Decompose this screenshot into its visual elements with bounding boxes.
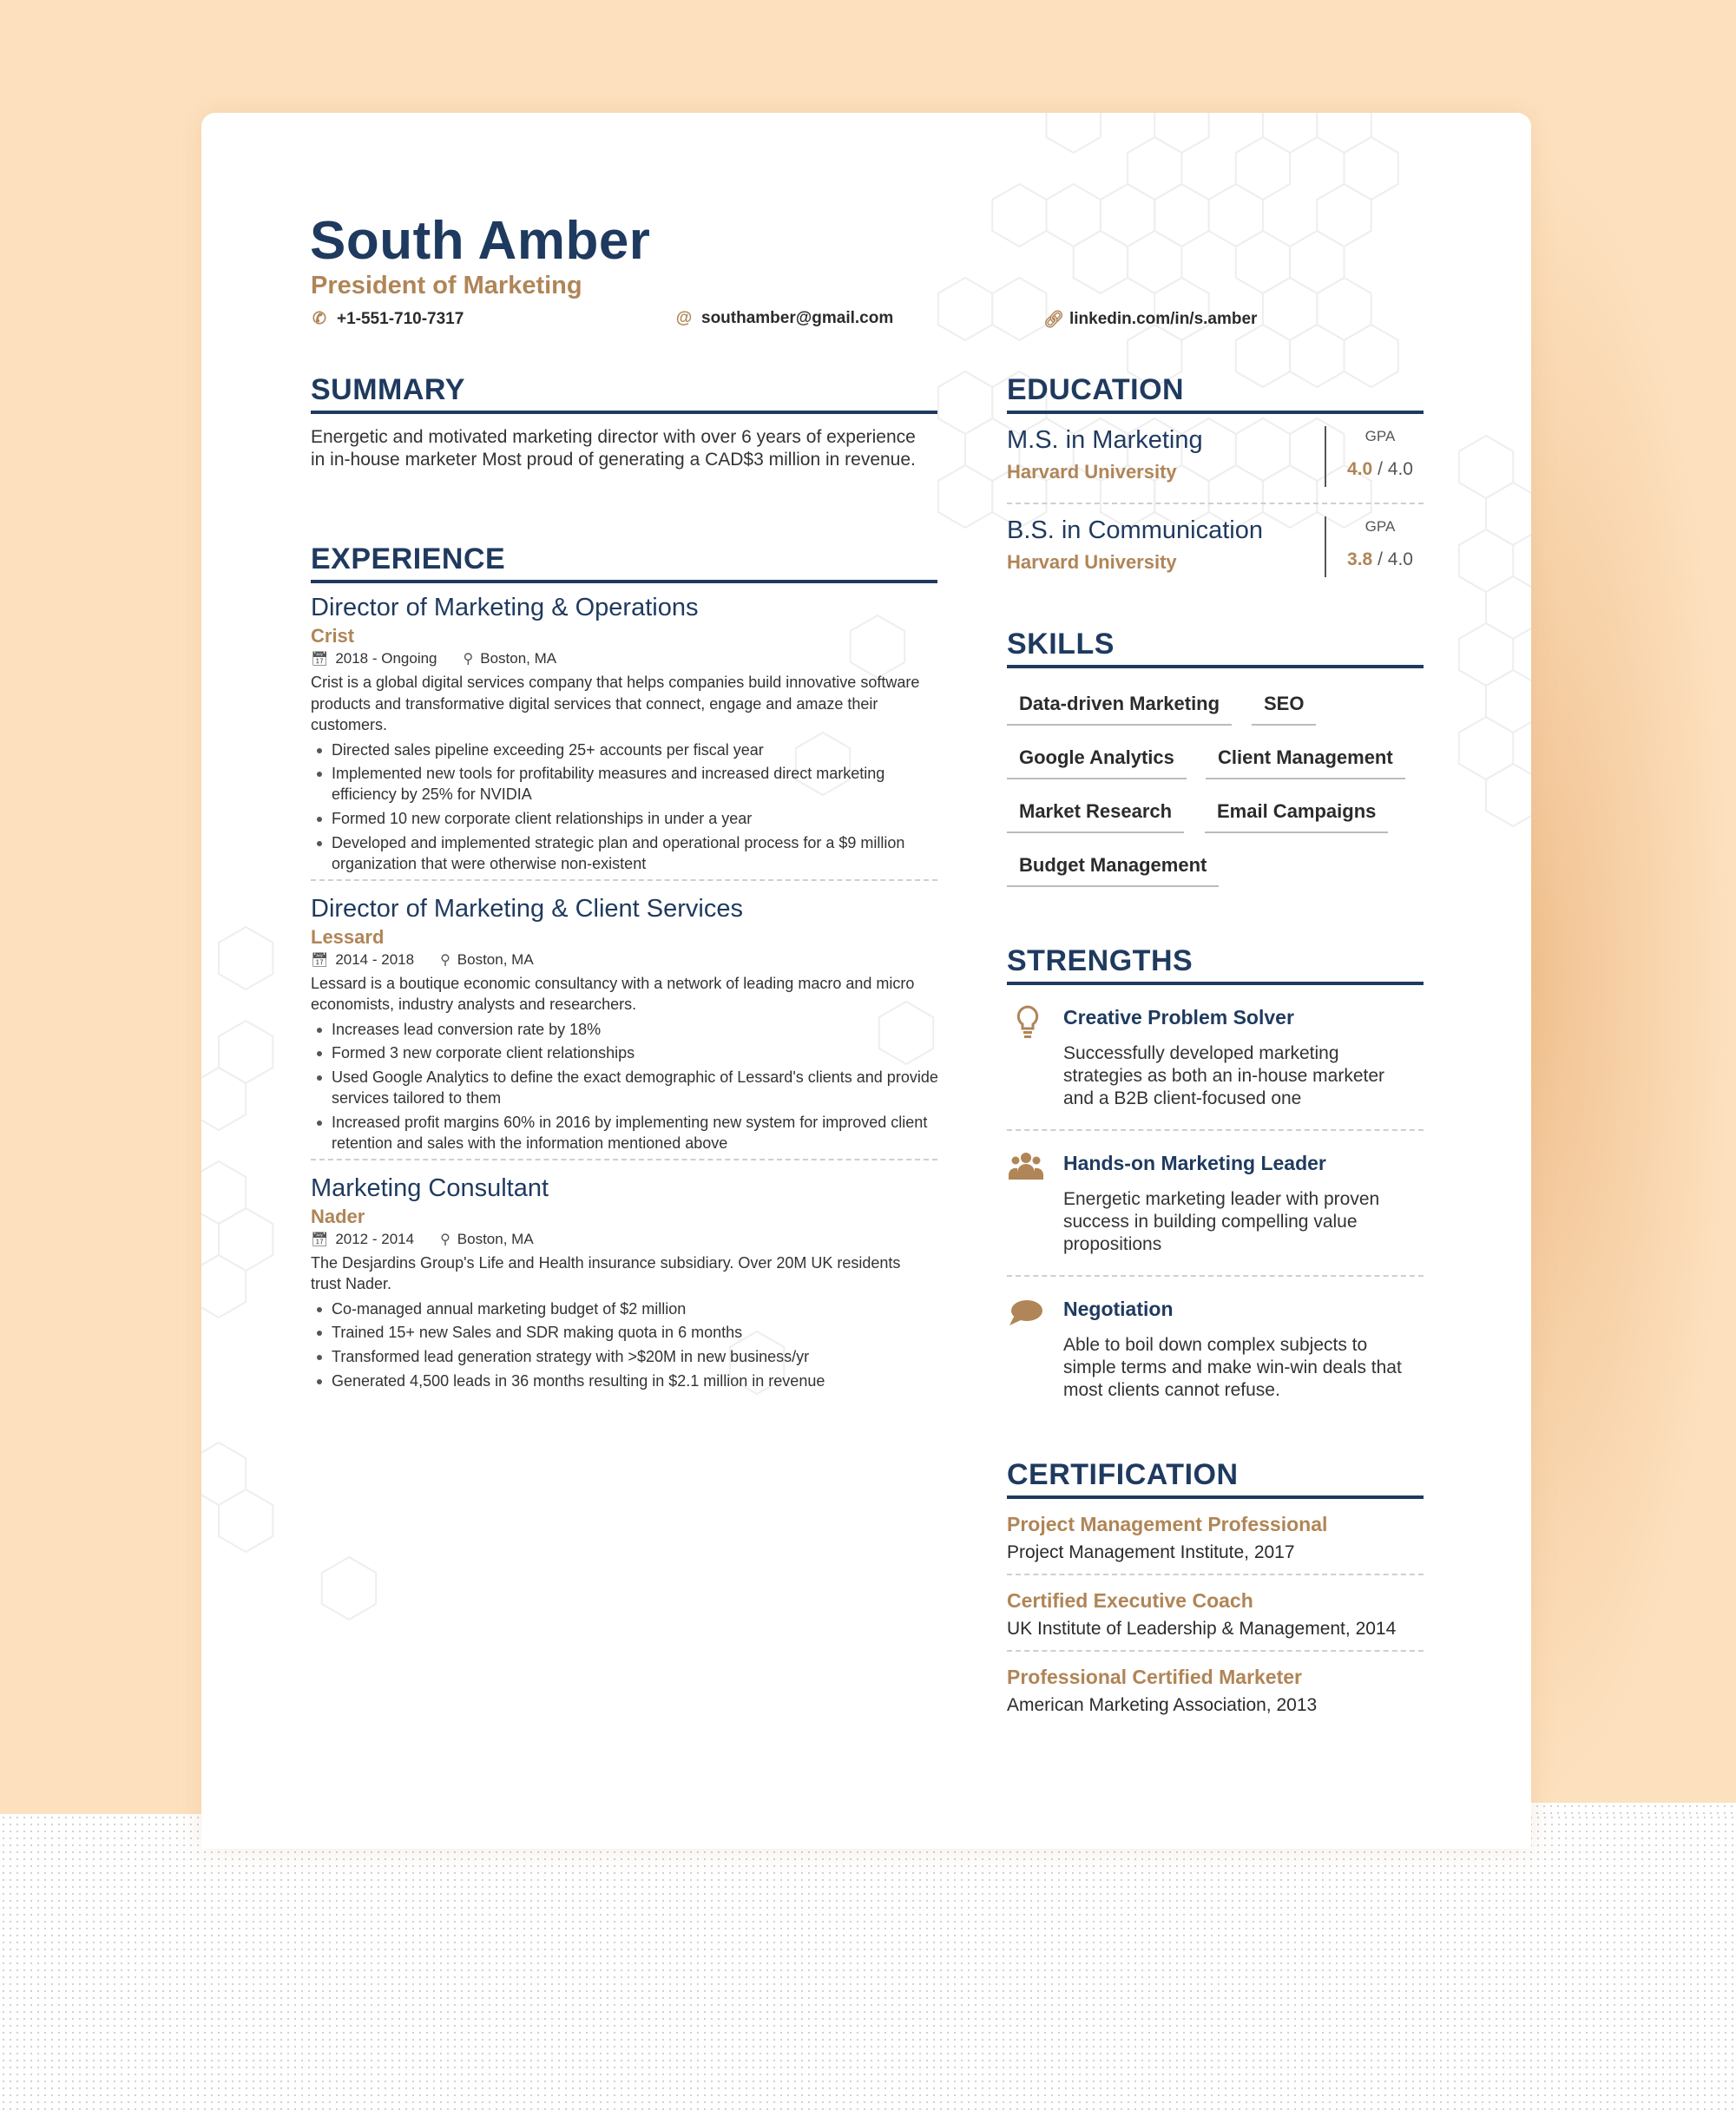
- people-icon: [1009, 1150, 1043, 1186]
- job-dates: 2014 - 2018: [335, 950, 415, 968]
- job-location: Boston, MA: [457, 950, 534, 968]
- skill-tag: SEO: [1252, 693, 1316, 726]
- list-item: Transformed lead generation strategy with >$20M in new business/yr: [332, 1346, 939, 1367]
- strength-title: Hands-on Marketing Leader: [1063, 1152, 1326, 1174]
- education-entry: [1007, 504, 1424, 591]
- skill-tag: Market Research: [1007, 800, 1184, 833]
- school-name: Harvard University: [1007, 551, 1177, 573]
- skill-tag: Budget Management: [1007, 854, 1219, 887]
- calendar-icon: 📅︎: [311, 1232, 329, 1247]
- section-heading: EXPERIENCE: [311, 542, 506, 575]
- strength-title: Creative Problem Solver: [1063, 1006, 1294, 1029]
- hexagon-shape: [1074, 231, 1128, 293]
- hexagon-shape: [1459, 436, 1513, 498]
- job-bullets: [311, 1019, 939, 1154]
- phone-icon: ✆: [312, 310, 326, 328]
- job-location: Boston, MA: [480, 650, 557, 667]
- job-title: Director of Marketing & Client Services: [311, 894, 743, 923]
- list-item: Increases lead conversion rate by 18%: [332, 1019, 939, 1040]
- skill-tag: Email Campaigns: [1205, 800, 1388, 833]
- hexagon-shape: [992, 184, 1046, 246]
- certification-source: UK Institute of Leadership & Management, 2014: [1007, 1619, 1397, 1639]
- job-meta: [311, 650, 937, 667]
- hexagon-shape: [1486, 576, 1531, 639]
- list-item: Formed 10 new corporate client relationships in under a year: [332, 808, 939, 829]
- hexagon-shape: [938, 465, 992, 528]
- hexagon-shape: [1047, 184, 1101, 246]
- hexagon-shape: [1459, 529, 1513, 592]
- phone-contact[interactable]: [311, 309, 464, 329]
- certification-source: American Marketing Association, 2013: [1007, 1695, 1318, 1715]
- list-item: Used Google Analytics to define the exact demographic of Lessard's clients and provide services tailored to them: [332, 1068, 938, 1107]
- job-bullets: [311, 1298, 939, 1391]
- skills-list: [1007, 668, 1424, 894]
- job-description: Lessard is a boutique economic consultancy with a network of leading macro and micro economists, industry analysts and researchers.: [311, 974, 915, 1014]
- list-item: Developed and implemented strategic plan and operational process for a $9 million organization that were otherwise non-existent: [332, 832, 939, 874]
- gpa-label: GPA: [1364, 518, 1396, 535]
- hexagon-shape: [1263, 113, 1317, 153]
- section-rule: [311, 580, 937, 583]
- skill-tag: Client Management: [1206, 746, 1405, 779]
- summary-section: [311, 373, 937, 471]
- strength-item: [1007, 1277, 1424, 1423]
- certification-item: [1007, 1652, 1424, 1728]
- email-contact[interactable]: [675, 309, 893, 328]
- hexagon-shape: [201, 1255, 246, 1318]
- certification-item: [1007, 1499, 1424, 1575]
- hexagon-shape: [1290, 231, 1344, 293]
- hexagon-shape: [938, 278, 992, 340]
- hexagon-shape: [1047, 113, 1101, 153]
- hexagon-shape: [1236, 137, 1290, 200]
- calendar-icon: 📅︎: [311, 952, 329, 968]
- skill-tag: Google Analytics: [1007, 746, 1187, 779]
- hexagon-shape: [219, 1208, 273, 1271]
- certification-title: Project Management Professional: [1007, 1513, 1328, 1535]
- strengths-section: [1007, 944, 1424, 1423]
- hexagon-shape: [219, 927, 273, 989]
- job-meta: [311, 1231, 937, 1248]
- hexagon-shape: [201, 1161, 246, 1224]
- company-name: Lessard: [311, 925, 385, 948]
- hexagon-shape: [1101, 184, 1154, 246]
- lightbulb-icon: [1010, 1004, 1045, 1043]
- school-name: Harvard University: [1007, 461, 1177, 483]
- job-dates: 2018 - Ongoing: [335, 650, 437, 667]
- certification-title: Professional Certified Marketer: [1007, 1666, 1303, 1688]
- hexagon-shape: [1345, 137, 1398, 200]
- degree-name: M.S. in Marketing: [1007, 426, 1203, 454]
- list-item: Increased profit margins 60% in 2016 by implementing new system for improved client retention and sales with the information mentioned above: [332, 1112, 939, 1154]
- divider: [1325, 426, 1326, 487]
- hexagon-shape: [1128, 231, 1181, 293]
- phone-number: +1-551-710-7317: [337, 309, 464, 328]
- calendar-icon: 📅︎: [311, 652, 329, 667]
- hexagon-shape: [1263, 278, 1317, 340]
- list-item: Formed 3 new corporate client relationships: [332, 1042, 939, 1063]
- section-heading: SKILLS: [1007, 628, 1115, 661]
- skills-section: [1007, 628, 1424, 894]
- hexagon-shape: [1459, 623, 1513, 686]
- list-item: Trained 15+ new Sales and SDR making quota in 6 months: [332, 1322, 939, 1343]
- hexagon-shape: [1486, 764, 1531, 826]
- section-heading: SUMMARY: [311, 373, 465, 406]
- hexagon-shape: [992, 278, 1046, 340]
- hexagon-shape: [1459, 717, 1513, 779]
- hexagon-shape: [219, 1489, 273, 1552]
- job-title: Marketing Consultant: [311, 1173, 549, 1202]
- job-bullets: [311, 739, 939, 874]
- section-heading: CERTIFICATION: [1007, 1458, 1239, 1491]
- dot-pattern: [0, 1814, 1736, 2110]
- education-section: [1007, 373, 1424, 591]
- job-location: Boston, MA: [457, 1230, 534, 1247]
- link-icon: 🔗︎: [1043, 311, 1065, 329]
- hexagon-shape: [1486, 483, 1531, 545]
- hexagon-shape: [938, 371, 992, 434]
- strength-text: Energetic marketing leader with proven success in building compelling value propositions: [1063, 1189, 1380, 1254]
- divider: [311, 1159, 937, 1160]
- hexagon-shape: [1317, 278, 1371, 340]
- email-address: southamber@gmail.com: [701, 309, 894, 327]
- list-item: Generated 4,500 leads in 36 months resulting in $2.1 million in revenue: [332, 1371, 939, 1391]
- hexagon-shape: [1128, 137, 1181, 200]
- skill-tag: Data-driven Marketing: [1007, 693, 1232, 726]
- education-entry: [1007, 414, 1424, 504]
- candidate-title: President of Marketing: [311, 272, 582, 299]
- divider: [1325, 516, 1326, 577]
- strength-item: [1007, 1131, 1424, 1277]
- strength-text: Successfully developed marketing strategies as both an in-house marketer and a B2B client-focused one: [1063, 1043, 1385, 1108]
- section-rule: [311, 411, 937, 414]
- section-heading: STRENGTHS: [1007, 944, 1194, 977]
- certification-section: [1007, 1458, 1424, 1728]
- hexagon-shape: [219, 1021, 273, 1083]
- company-name: Crist: [311, 625, 355, 647]
- strength-item: [1007, 985, 1424, 1131]
- section-heading: EDUCATION: [1007, 373, 1185, 406]
- list-item: Directed sales pipeline exceeding 25+ accounts per fiscal year: [332, 739, 939, 760]
- linkedin-contact[interactable]: [1043, 309, 1257, 330]
- location-pin-icon: ⚲: [440, 952, 450, 968]
- hexagon-shape: [201, 1443, 246, 1505]
- gpa-value: 4.0 / 4.0: [1347, 459, 1413, 479]
- certification-source: Project Management Institute, 2017: [1007, 1542, 1295, 1562]
- job-description: Crist is a global digital services company that helps companies build innovative software products and transformative digital services that connect, engage and amaze their customers.: [311, 674, 920, 733]
- job-entry: [311, 594, 937, 881]
- strength-text: Able to boil down complex subjects to simple terms and make win-win deals that most clients cannot refuse.: [1063, 1335, 1402, 1400]
- gpa-label: GPA: [1364, 428, 1396, 444]
- hexagon-shape: [1209, 184, 1263, 246]
- strength-title: Negotiation: [1063, 1298, 1174, 1320]
- speech-bubble-icon: [1009, 1298, 1043, 1333]
- hexagon-shape: [201, 1068, 246, 1130]
- degree-name: B.S. in Communication: [1007, 516, 1263, 544]
- list-item: Co-managed annual marketing budget of $2 million: [332, 1298, 939, 1319]
- job-meta: [311, 951, 937, 969]
- candidate-name: South Amber: [310, 211, 651, 271]
- company-name: Nader: [311, 1205, 365, 1227]
- location-pin-icon: ⚲: [440, 1232, 450, 1247]
- list-item: Implemented new tools for profitability measures and increased direct marketing efficiency by 25% for NVIDIA: [332, 763, 939, 805]
- hexagon-shape: [1317, 113, 1371, 153]
- job-title: Director of Marketing & Operations: [311, 594, 699, 621]
- hexagon-shape: [1317, 184, 1371, 246]
- hexagon-shape: [1236, 231, 1290, 293]
- job-entry: [311, 895, 937, 1160]
- summary-text: Energetic and motivated marketing director with over 6 years of experience in in-house marketer Most proud of generating a CAD$3 million in revenue.: [311, 427, 916, 470]
- hexagon-shape: [1486, 670, 1531, 733]
- resume-page: [201, 113, 1531, 1849]
- linkedin-url: linkedin.com/in/s.amber: [1069, 310, 1258, 328]
- job-description: The Desjardins Group's Life and Health insurance subsidiary. Over 20M UK residents trust Nader.: [311, 1253, 901, 1293]
- hexagon-shape: [1154, 184, 1208, 246]
- hexagon-shape: [1154, 113, 1208, 153]
- location-pin-icon: ⚲: [463, 652, 474, 667]
- certification-title: Certified Executive Coach: [1007, 1589, 1253, 1612]
- job-entry: [311, 1174, 937, 1391]
- experience-section: [311, 542, 937, 1394]
- at-icon: @: [675, 309, 693, 327]
- job-dates: 2012 - 2014: [335, 1230, 415, 1247]
- certification-item: [1007, 1575, 1424, 1652]
- gpa-value: 3.8 / 4.0: [1347, 549, 1413, 569]
- hexagon-shape: [322, 1557, 376, 1620]
- divider: [311, 879, 937, 881]
